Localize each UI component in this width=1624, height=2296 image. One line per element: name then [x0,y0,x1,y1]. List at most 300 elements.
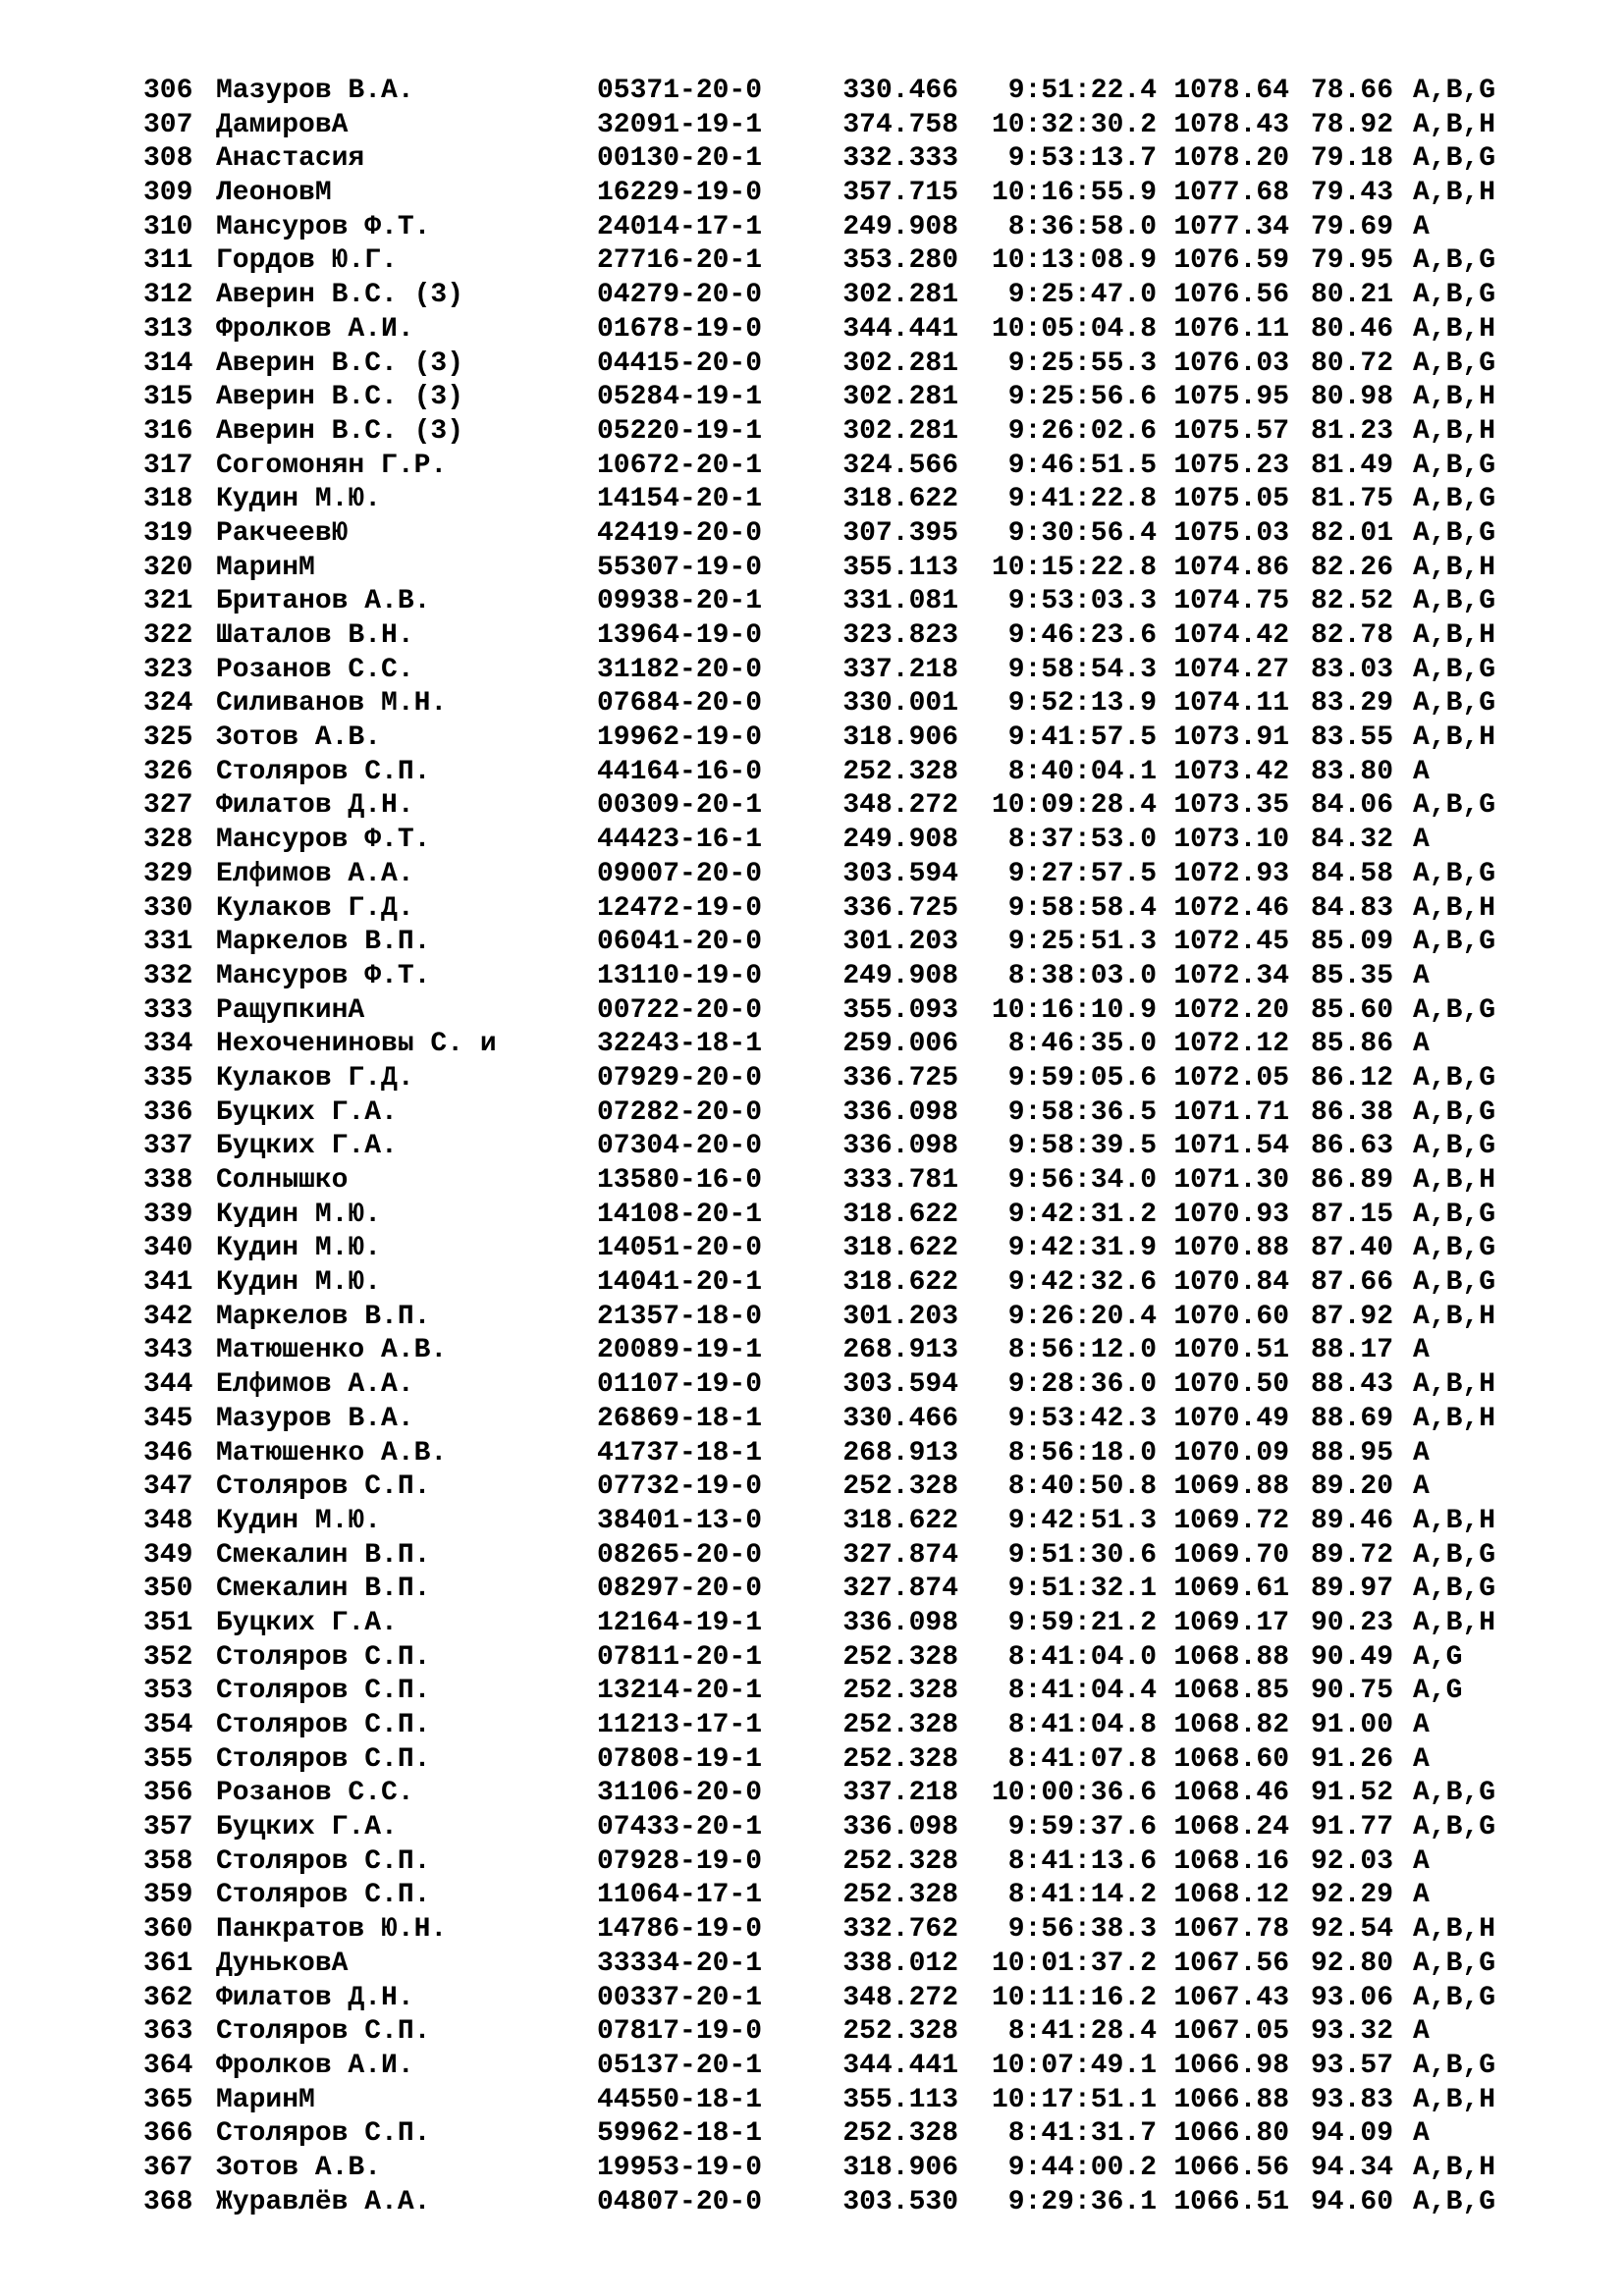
ring-number-cell: 11213-17-1 [597,1710,763,1740]
ring-number-cell: 01107-19-0 [597,1369,763,1401]
distance-cell: 259.006 [842,1029,958,1060]
name-cell: Столяров С.П. [216,1743,431,1775]
coefficient-cell: 93.83 [1311,2084,1394,2115]
speed-cell: 1069.88 [1173,1471,1289,1503]
coefficient-cell: 84.83 [1311,892,1394,924]
speed-cell: 1066.80 [1173,2118,1289,2150]
speed-cell: 1074.27 [1173,654,1289,685]
table-row [143,1403,1577,1437]
ring-number-cell: 32243-18-1 [597,1029,763,1060]
ring-number-cell: 44164-16-0 [597,756,763,787]
ring-number-cell: 12472-19-0 [597,892,763,924]
table-row [143,1232,1577,1266]
place-cell: 354 [143,1710,193,1740]
time-cell: 9:25:47.0 [1007,280,1157,311]
place-cell: 316 [143,415,193,447]
category-cell: A [1413,1710,1430,1740]
coefficient-cell: 89.20 [1311,1471,1394,1503]
coefficient-cell: 86.12 [1311,1062,1394,1094]
place-cell: 324 [143,688,193,720]
category-cell: A,B,G [1413,76,1496,106]
time-cell: 9:46:23.6 [1007,620,1157,651]
table-row [143,1777,1577,1811]
ring-number-cell: 24014-17-1 [597,211,763,242]
distance-cell: 336.725 [842,892,958,924]
ring-number-cell: 14154-20-1 [597,484,763,515]
distance-cell: 252.328 [842,1710,958,1740]
distance-cell: 252.328 [842,756,958,787]
place-cell: 325 [143,722,193,754]
name-cell: ДуньковА [216,1948,349,1979]
speed-cell: 1078.64 [1173,76,1289,106]
time-cell: 9:42:32.6 [1007,1267,1157,1299]
distance-cell: 318.622 [842,484,958,515]
speed-cell: 1072.20 [1173,994,1289,1026]
category-cell: A,B,H [1413,1505,1496,1536]
speed-cell: 1069.61 [1173,1574,1289,1605]
table-row [143,1845,1577,1880]
ring-number-cell: 07304-20-0 [597,1131,763,1162]
coefficient-cell: 82.26 [1311,552,1394,583]
ring-number-cell: 21357-18-0 [597,1301,763,1332]
category-cell: A,B,H [1413,178,1496,209]
speed-cell: 1067.05 [1173,2016,1289,2048]
coefficient-cell: 82.01 [1311,517,1394,549]
time-cell: 10:05:04.8 [991,313,1157,345]
table-row [143,1266,1577,1301]
category-cell: A [1413,960,1430,991]
speed-cell: 1077.34 [1173,211,1289,242]
name-cell: РакчеевЮ [216,517,349,549]
time-cell: 9:58:58.4 [1007,892,1157,924]
time-cell: 10:13:08.9 [991,245,1157,277]
coefficient-cell: 89.97 [1311,1574,1394,1605]
category-cell: A,B,G [1413,2186,1496,2217]
category-cell: A,B,H [1413,1165,1496,1196]
name-cell: Мансуров Ф.Т. [216,825,431,856]
time-cell: 10:16:10.9 [991,994,1157,1026]
coefficient-cell: 87.15 [1311,1199,1394,1230]
ring-number-cell: 27716-20-1 [597,245,763,277]
category-cell: A,B,H [1413,1301,1496,1332]
place-cell: 323 [143,654,193,685]
distance-cell: 307.395 [842,517,958,549]
category-cell: A [1413,211,1430,242]
table-row [143,1879,1577,1913]
category-cell: A [1413,1845,1430,1877]
table-row [143,687,1577,721]
table-row [143,244,1577,279]
distance-cell: 268.913 [842,1335,958,1366]
coefficient-cell: 85.35 [1311,960,1394,991]
speed-cell: 1074.75 [1173,586,1289,617]
time-cell: 8:37:53.0 [1007,825,1157,856]
place-cell: 318 [143,484,193,515]
name-cell: Столяров С.П. [216,1880,431,1911]
category-cell: A,B,G [1413,1778,1496,1809]
time-cell: 9:46:51.5 [1007,450,1157,481]
place-cell: 320 [143,552,193,583]
coefficient-cell: 80.21 [1311,280,1394,311]
coefficient-cell: 83.80 [1311,756,1394,787]
results-table [143,75,1577,2219]
speed-cell: 1070.93 [1173,1199,1289,1230]
time-cell: 9:28:36.0 [1007,1369,1157,1401]
distance-cell: 303.530 [842,2186,958,2217]
speed-cell: 1068.24 [1173,1812,1289,1843]
name-cell: ДамировА [216,109,349,140]
category-cell: A [1413,2118,1430,2150]
time-cell: 10:17:51.1 [991,2084,1157,2115]
place-cell: 321 [143,586,193,617]
coefficient-cell: 81.23 [1311,415,1394,447]
table-row [143,2117,1577,2152]
ring-number-cell: 38401-13-0 [597,1505,763,1536]
time-cell: 9:27:57.5 [1007,858,1157,889]
place-cell: 352 [143,1641,193,1673]
time-cell: 8:41:04.8 [1007,1710,1157,1740]
distance-cell: 336.098 [842,1607,958,1638]
distance-cell: 302.281 [842,382,958,413]
name-cell: Фролков А.И. [216,313,414,345]
category-cell: A,B,G [1413,654,1496,685]
ring-number-cell: 04807-20-0 [597,2186,763,2217]
name-cell: Британов А.В. [216,586,431,617]
place-cell: 343 [143,1335,193,1366]
ring-number-cell: 19953-19-0 [597,2152,763,2183]
ring-number-cell: 13964-19-0 [597,620,763,651]
place-cell: 368 [143,2186,193,2217]
table-row [143,552,1577,586]
coefficient-cell: 82.52 [1311,586,1394,617]
category-cell: A,B,G [1413,1812,1496,1843]
name-cell: Мансуров Ф.Т. [216,960,431,991]
name-cell: Аверин В.С. (3) [216,280,464,311]
time-cell: 9:56:34.0 [1007,1165,1157,1196]
distance-cell: 374.758 [842,109,958,140]
speed-cell: 1073.42 [1173,756,1289,787]
name-cell: Шаталов В.Н. [216,620,414,651]
coefficient-cell: 84.06 [1311,790,1394,822]
ring-number-cell: 06041-20-0 [597,927,763,958]
table-row [143,450,1577,484]
place-cell: 351 [143,1607,193,1638]
ring-number-cell: 04279-20-0 [597,280,763,311]
table-row [143,177,1577,211]
speed-cell: 1072.05 [1173,1062,1289,1094]
place-cell: 335 [143,1062,193,1094]
name-cell: Аверин В.С. (3) [216,415,464,447]
time-cell: 8:41:31.7 [1007,2118,1157,2150]
name-cell: Елфимов А.А. [216,858,414,889]
ring-number-cell: 31106-20-0 [597,1778,763,1809]
place-cell: 365 [143,2084,193,2115]
distance-cell: 252.328 [842,1880,958,1911]
place-cell: 347 [143,1471,193,1503]
category-cell: A,B,G [1413,2050,1496,2081]
place-cell: 332 [143,960,193,991]
time-cell: 8:40:04.1 [1007,756,1157,787]
time-cell: 10:09:28.4 [991,790,1157,822]
ring-number-cell: 14041-20-1 [597,1267,763,1299]
time-cell: 10:00:36.6 [991,1778,1157,1809]
name-cell: Кудин М.Ю. [216,1199,382,1230]
name-cell: Буцких Г.А. [216,1096,398,1128]
time-cell: 10:32:30.2 [991,109,1157,140]
category-cell: A,B,H [1413,109,1496,140]
ring-number-cell: 13110-19-0 [597,960,763,991]
table-row [143,892,1577,927]
table-row [143,415,1577,450]
distance-cell: 336.098 [842,1096,958,1128]
category-cell: A,B,H [1413,1403,1496,1434]
table-row [143,381,1577,415]
coefficient-cell: 79.69 [1311,211,1394,242]
table-row [143,2015,1577,2050]
coefficient-cell: 80.98 [1311,382,1394,413]
name-cell: Филатов Д.Н. [216,1982,414,2013]
ring-number-cell: 44550-18-1 [597,2084,763,2115]
speed-cell: 1070.88 [1173,1233,1289,1264]
ring-number-cell: 00722-20-0 [597,994,763,1026]
place-cell: 341 [143,1267,193,1299]
distance-cell: 324.566 [842,450,958,481]
speed-cell: 1068.16 [1173,1845,1289,1877]
distance-cell: 355.113 [842,552,958,583]
table-row [143,1539,1577,1574]
name-cell: Кудин М.Ю. [216,1505,382,1536]
category-cell: A,B,G [1413,927,1496,958]
speed-cell: 1067.78 [1173,1914,1289,1946]
coefficient-cell: 89.46 [1311,1505,1394,1536]
name-cell: Смекалин В.П. [216,1539,431,1571]
speed-cell: 1068.82 [1173,1710,1289,1740]
name-cell: Буцких Г.А. [216,1131,398,1162]
name-cell: Нехочениновы С. и [216,1029,497,1060]
speed-cell: 1075.05 [1173,484,1289,515]
place-cell: 306 [143,76,193,106]
table-row [143,858,1577,892]
coefficient-cell: 89.72 [1311,1539,1394,1571]
ring-number-cell: 08297-20-0 [597,1574,763,1605]
distance-cell: 344.441 [842,313,958,345]
ring-number-cell: 09007-20-0 [597,858,763,889]
ring-number-cell: 09938-20-1 [597,586,763,617]
table-row [143,483,1577,517]
place-cell: 310 [143,211,193,242]
speed-cell: 1075.03 [1173,517,1289,549]
time-cell: 9:59:05.6 [1007,1062,1157,1094]
time-cell: 8:46:35.0 [1007,1029,1157,1060]
speed-cell: 1072.45 [1173,927,1289,958]
coefficient-cell: 93.06 [1311,1982,1394,2013]
name-cell: Столяров С.П. [216,1676,431,1707]
category-cell: A,B,G [1413,1199,1496,1230]
distance-cell: 338.012 [842,1948,958,1979]
ring-number-cell: 00309-20-1 [597,790,763,822]
ring-number-cell: 05371-20-0 [597,76,763,106]
table-row [143,75,1577,109]
table-row [143,1096,1577,1131]
table-row [143,1811,1577,1845]
ring-number-cell: 20089-19-1 [597,1335,763,1366]
table-row [143,2050,1577,2084]
table-row [143,1437,1577,1471]
time-cell: 9:58:54.3 [1007,654,1157,685]
distance-cell: 302.281 [842,415,958,447]
ring-number-cell: 12164-19-1 [597,1607,763,1638]
speed-cell: 1071.54 [1173,1131,1289,1162]
speed-cell: 1070.50 [1173,1369,1289,1401]
ring-number-cell: 07282-20-0 [597,1096,763,1128]
place-cell: 338 [143,1165,193,1196]
name-cell: Зотов А.В. [216,722,382,754]
category-cell: A [1413,2016,1430,2048]
place-cell: 345 [143,1403,193,1434]
ring-number-cell: 07732-19-0 [597,1471,763,1503]
place-cell: 336 [143,1096,193,1128]
ring-number-cell: 07433-20-1 [597,1812,763,1843]
category-cell: A,B,H [1413,313,1496,345]
time-cell: 10:15:22.8 [991,552,1157,583]
ring-number-cell: 07817-19-0 [597,2016,763,2048]
place-cell: 339 [143,1199,193,1230]
coefficient-cell: 90.23 [1311,1607,1394,1638]
distance-cell: 252.328 [842,1471,958,1503]
ring-number-cell: 07684-20-0 [597,688,763,720]
time-cell: 9:59:21.2 [1007,1607,1157,1638]
place-cell: 350 [143,1574,193,1605]
time-cell: 9:59:37.6 [1007,1812,1157,1843]
category-cell: A,B,H [1413,382,1496,413]
coefficient-cell: 88.69 [1311,1403,1394,1434]
name-cell: МаринМ [216,552,315,583]
time-cell: 9:42:51.3 [1007,1505,1157,1536]
distance-cell: 249.908 [842,211,958,242]
coefficient-cell: 88.95 [1311,1437,1394,1468]
category-cell: A,B,G [1413,1982,1496,2013]
name-cell: Кудин М.Ю. [216,1267,382,1299]
distance-cell: 332.762 [842,1914,958,1946]
category-cell: A,B,G [1413,484,1496,515]
place-cell: 319 [143,517,193,549]
coefficient-cell: 91.00 [1311,1710,1394,1740]
speed-cell: 1072.93 [1173,858,1289,889]
table-row [143,585,1577,619]
speed-cell: 1072.12 [1173,1029,1289,1060]
coefficient-cell: 84.32 [1311,825,1394,856]
ring-number-cell: 07811-20-1 [597,1641,763,1673]
name-cell: Аверин В.С. (3) [216,382,464,413]
coefficient-cell: 80.72 [1311,347,1394,379]
name-cell: МаринМ [216,2084,315,2115]
category-cell: A,B,H [1413,1607,1496,1638]
category-cell: A,B,H [1413,1369,1496,1401]
distance-cell: 252.328 [842,1641,958,1673]
distance-cell: 303.594 [842,858,958,889]
ring-number-cell: 07928-19-0 [597,1845,763,1877]
category-cell: A,B,H [1413,892,1496,924]
place-cell: 349 [143,1539,193,1571]
distance-cell: 302.281 [842,347,958,379]
time-cell: 9:44:00.2 [1007,2152,1157,2183]
distance-cell: 327.874 [842,1539,958,1571]
time-cell: 9:29:36.1 [1007,2186,1157,2217]
time-cell: 9:42:31.9 [1007,1233,1157,1264]
coefficient-cell: 83.03 [1311,654,1394,685]
coefficient-cell: 83.55 [1311,722,1394,754]
speed-cell: 1068.85 [1173,1676,1289,1707]
name-cell: Гордов Ю.Г. [216,245,398,277]
category-cell: A,B,G [1413,1539,1496,1571]
coefficient-cell: 78.92 [1311,109,1394,140]
speed-cell: 1076.03 [1173,347,1289,379]
name-cell: Столяров С.П. [216,1845,431,1877]
table-row [143,994,1577,1029]
ring-number-cell: 14786-19-0 [597,1914,763,1946]
speed-cell: 1066.88 [1173,2084,1289,2115]
coefficient-cell: 87.92 [1311,1301,1394,1332]
coefficient-cell: 79.95 [1311,245,1394,277]
place-cell: 322 [143,620,193,651]
time-cell: 8:41:28.4 [1007,2016,1157,2048]
category-cell: A,B,H [1413,2084,1496,2115]
category-cell: A [1413,1743,1430,1775]
coefficient-cell: 93.32 [1311,2016,1394,2048]
place-cell: 327 [143,790,193,822]
table-row [143,142,1577,177]
name-cell: Кудин М.Ю. [216,1233,382,1264]
distance-cell: 252.328 [842,1676,958,1707]
distance-cell: 337.218 [842,1778,958,1809]
table-row [143,1164,1577,1199]
coefficient-cell: 91.77 [1311,1812,1394,1843]
table-row [143,721,1577,756]
category-cell: A,B,G [1413,1233,1496,1264]
time-cell: 9:51:32.1 [1007,1574,1157,1605]
coefficient-cell: 79.43 [1311,178,1394,209]
distance-cell: 330.466 [842,76,958,106]
time-cell: 9:51:30.6 [1007,1539,1157,1571]
time-cell: 8:41:04.0 [1007,1641,1157,1673]
distance-cell: 331.081 [842,586,958,617]
name-cell: Фролков А.И. [216,2050,414,2081]
place-cell: 315 [143,382,193,413]
table-row [143,1675,1577,1709]
category-cell: A,B,H [1413,415,1496,447]
place-cell: 307 [143,109,193,140]
distance-cell: 318.622 [842,1233,958,1264]
distance-cell: 330.466 [842,1403,958,1434]
name-cell: Розанов С.С. [216,1778,414,1809]
place-cell: 362 [143,1982,193,2013]
distance-cell: 336.098 [842,1131,958,1162]
name-cell: Розанов С.С. [216,654,414,685]
place-cell: 353 [143,1676,193,1707]
place-cell: 342 [143,1301,193,1332]
table-row [143,1470,1577,1505]
place-cell: 359 [143,1880,193,1911]
coefficient-cell: 86.63 [1311,1131,1394,1162]
place-cell: 355 [143,1743,193,1775]
speed-cell: 1077.68 [1173,178,1289,209]
place-cell: 363 [143,2016,193,2048]
place-cell: 337 [143,1131,193,1162]
category-cell: A,B,G [1413,994,1496,1026]
ring-number-cell: 05137-20-1 [597,2050,763,2081]
category-cell: A,B,G [1413,1267,1496,1299]
table-row [143,1913,1577,1948]
